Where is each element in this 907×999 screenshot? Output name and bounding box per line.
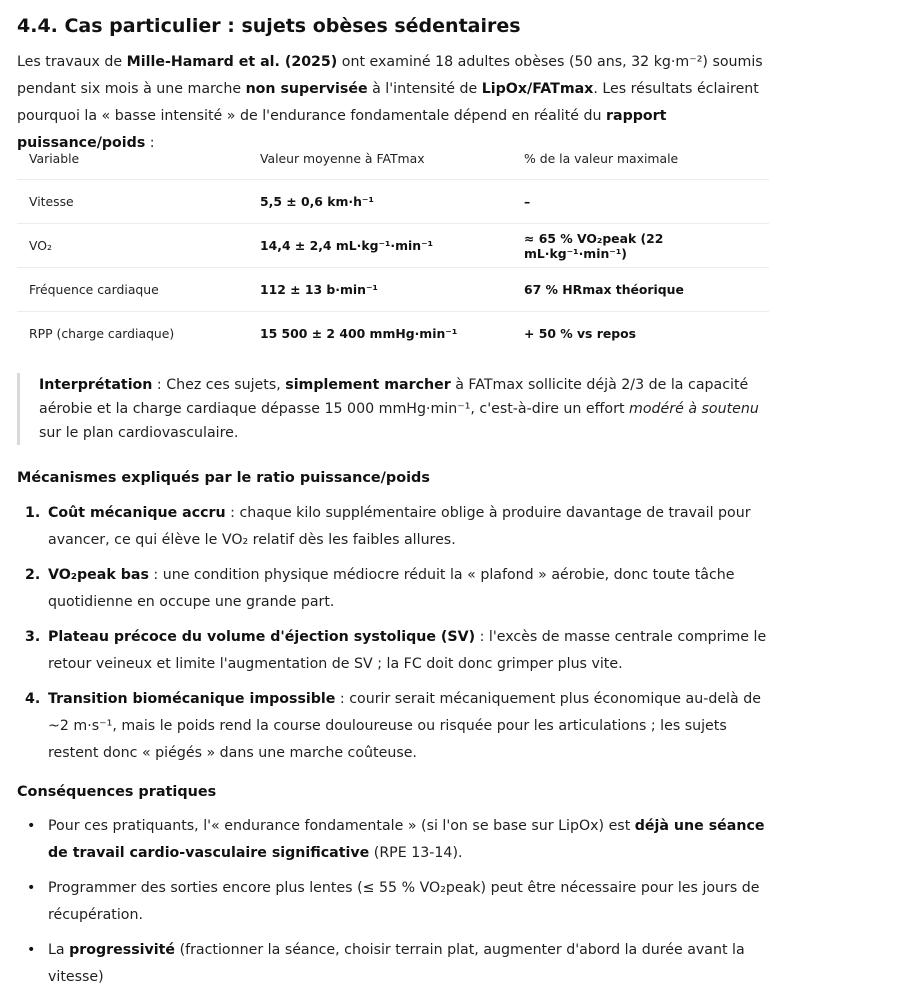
table-cell-value: 5,5 ± 0,6 km·h⁻¹ [248,180,512,224]
list-item-title: VO₂peak bas [48,567,149,583]
list-number: 3. [25,629,41,645]
interpretation-text-3: sur le plan cardiovasculaire. [39,425,239,441]
list-item [17,937,769,991]
list-item-text: : chaque kilo supplémentaire oblige à produire davantage de travail pour avancer, ce qui élève le VO₂ relatif dès les faibles allures. [48,505,751,548]
list-item-title: Coût mécanique accru [48,505,226,521]
list-item-title: Transition biomécanique impossible [48,691,336,707]
intro-emphasis-ratio: rapport puissance/poids [17,108,667,151]
intro-text-4: . Les résultats éclairent pourquoi la « basse intensité » de l'endurance fondamentale dépend en réalité du [17,81,759,124]
table-cell-percent: – [512,180,769,224]
list-item-text: : l'excès de masse centrale comprime le retour veineux et limite l'augmentation de SV ; la FC doit donc grimper plus vite. [48,629,767,672]
table-cell-percent: 67 % HRmax théorique [512,268,769,312]
list-item-text: : une condition physique médiocre réduit la « plafond » aérobie, donc toute tâche quotidienne en occupe une grande part. [48,567,735,610]
list-item-text: La [48,942,70,958]
list-item-emphasis: progressivité [69,942,176,958]
bullet-icon: • [27,880,36,896]
list-item-text: Pour ces pratiquants, l'« endurance fondamentale » (si l'on se base sur LipOx) est [48,818,635,834]
intro-text-2: ont examiné 18 adultes obèses (50 ans, 32 kg·m⁻²) soumis pendant six mois à une marche [17,54,763,97]
consequences-list [17,813,769,999]
interpretation-emphasis: simplement marcher [285,377,451,393]
table-cell-variable: Fréquence cardiaque [17,268,248,312]
table-header-mean-value: Valeur moyenne à FATmax [248,137,512,180]
intro-emphasis-unsupervised: non supervisée [245,81,368,97]
intro-text-3: à l'intensité de [367,81,482,97]
intro-text-1: Les travaux de [17,54,127,70]
table-cell-variable: VO₂ [17,224,248,268]
list-item-text: (RPE 13-14). [369,845,463,861]
table-cell-percent: ≈ 65 % VO₂peak (22 mL·kg⁻¹·min⁻¹) [512,224,769,268]
interpretation-text-2: à FATmax sollicite déjà 2/3 de la capacité aérobie et la charge cardiaque dépasse 15 000 mmHg·min⁻¹, c'est-à-dire un effort [39,377,749,417]
list-item-text: Programmer des sorties encore plus lentes (≤ 55 % VO₂peak) peut être nécessaire pour les jours de récupération. [48,880,760,923]
mechanisms-heading: Mécanismes expliqués par le ratio puissance/poids [17,470,430,486]
list-item [17,686,769,767]
section-title: 4.4. Cas particulier : sujets obèses sédentaires [17,15,521,37]
interpretation-italic: modéré à soutenu [629,401,759,417]
list-item [17,500,769,554]
intro-citation: Mille-Hamard et al. (2025) [126,54,338,70]
fatmax-table [17,137,769,355]
list-item [17,875,769,929]
list-item-title: Plateau précoce du volume d'éjection systolique (SV) [48,629,476,645]
mechanisms-list [17,500,769,775]
table-row [17,180,769,224]
table-cell-variable: Vitesse [17,180,248,224]
list-item-text: : courir serait mécaniquement plus économique au-delà de ~2 m·s⁻¹, mais le poids rend la course douloureuse ou risquée pour les articulations ; les sujets restent donc « piégés » dans une marche coûteuse. [48,691,761,761]
table-header-row [17,137,769,180]
list-number: 2. [25,567,41,583]
list-item [17,562,769,616]
table-header-percent-max: % de la valeur maximale [512,137,769,180]
list-item [17,813,769,867]
list-number: 4. [25,691,41,707]
table-cell-variable: RPP (charge cardiaque) [29,326,175,341]
table-header-variable: Variable [17,137,248,180]
table-cell-value: 15 500 ± 2 400 mmHg·min⁻¹ [260,326,458,341]
interpretation-blockquote [17,373,769,445]
table-cell-value: 14,4 ± 2,4 mL·kg⁻¹·min⁻¹ [248,224,512,268]
list-item-text: (fractionner la séance, choisir terrain plat, augmenter d'abord la durée avant la vitesse) [48,942,745,985]
table-cell-percent: + 50 % vs repos [524,326,637,341]
bullet-icon: • [27,942,36,958]
intro-emphasis-lipox: LipOx/FATmax [481,81,594,97]
table-row [17,268,769,312]
consequences-heading: Conséquences pratiques [17,784,217,800]
table-cell-value: 112 ± 13 b·min⁻¹ [248,268,512,312]
intro-text-5: : [145,135,155,151]
list-item-emphasis: déjà une séance de travail cardio-vasculaire significative [48,818,765,861]
list-number: 1. [25,505,41,521]
table-row [17,312,769,356]
bullet-icon: • [27,818,36,834]
list-item [17,624,769,678]
table-row [17,224,769,268]
interpretation-text-1: : Chez ces sujets, [152,377,286,393]
interpretation-label: Interprétation [39,377,153,393]
